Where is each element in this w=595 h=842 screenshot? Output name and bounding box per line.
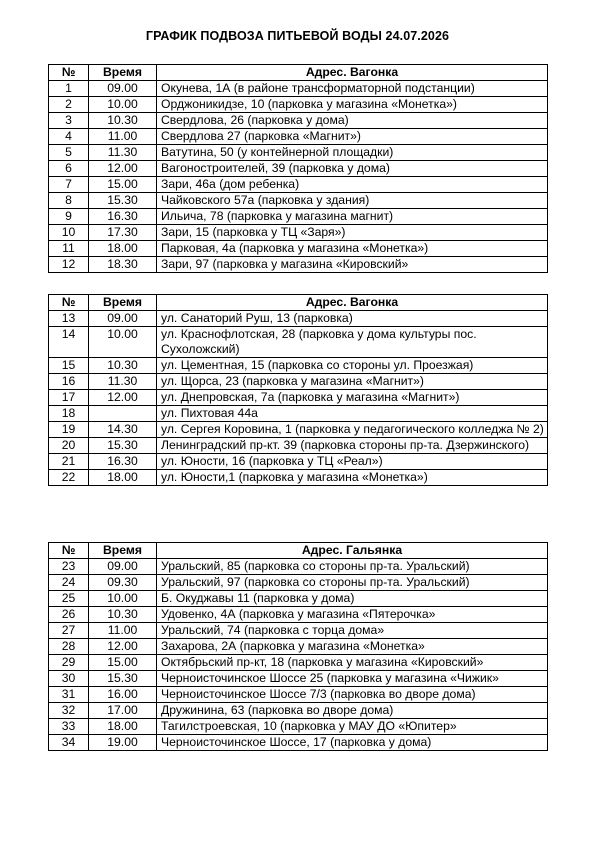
delivery-time: 10.30 — [89, 607, 157, 623]
delivery-address: Вагоностроителей, 39 (парковка у дома) — [157, 161, 548, 177]
table-row — [49, 735, 548, 751]
table-row — [49, 559, 548, 575]
delivery-address: Уральский, 97 (парковка со стороны пр-та. Уральский) — [157, 575, 548, 591]
header-address: Адрес. Гальянка — [157, 543, 548, 559]
header-number: № — [49, 65, 89, 81]
table-header-row — [49, 543, 548, 559]
delivery-time: 16.30 — [89, 209, 157, 225]
table-row — [49, 438, 548, 454]
delivery-time: 17.30 — [89, 225, 157, 241]
delivery-address: Удовенко, 4А (парковка у магазина «Пятерочка» — [157, 607, 548, 623]
delivery-time: 18.00 — [89, 241, 157, 257]
table-row — [49, 687, 548, 703]
delivery-time — [89, 406, 157, 422]
row-number: 2 — [49, 97, 89, 113]
delivery-address: ул. Сергея Коровина, 1 (парковка у педагогического колледжа № 2) — [157, 422, 548, 438]
table-row — [49, 161, 548, 177]
table-row — [49, 311, 548, 327]
table-row — [49, 81, 548, 97]
delivery-address: Ленинградский пр-кт. 39 (парковка стороны пр-та. Дзержинского) — [157, 438, 548, 454]
row-number: 25 — [49, 591, 89, 607]
table-row — [49, 327, 548, 358]
schedule-table-vagonka-2 — [48, 294, 548, 486]
row-number: 3 — [49, 113, 89, 129]
row-number: 30 — [49, 671, 89, 687]
delivery-time: 17.00 — [89, 703, 157, 719]
table-row — [49, 454, 548, 470]
delivery-address: Парковая, 4а (парковка у магазина «Монетка») — [157, 241, 548, 257]
row-number: 20 — [49, 438, 89, 454]
delivery-time: 09.00 — [89, 311, 157, 327]
row-number: 13 — [49, 311, 89, 327]
schedule-table-vagonka-1 — [48, 64, 548, 273]
delivery-time: 10.00 — [89, 591, 157, 607]
row-number: 29 — [49, 655, 89, 671]
delivery-address: Дружинина, 63 (парковка во дворе дома) — [157, 703, 548, 719]
delivery-time: 12.00 — [89, 390, 157, 406]
delivery-time: 12.00 — [89, 161, 157, 177]
table-row — [49, 209, 548, 225]
table-row — [49, 470, 548, 486]
table-header-row — [49, 295, 548, 311]
table-row — [49, 591, 548, 607]
delivery-address: ул. Краснофлотская, 28 (парковка у дома культуры пос. Сухоложский) — [157, 327, 548, 358]
row-number: 19 — [49, 422, 89, 438]
delivery-time: 12.00 — [89, 639, 157, 655]
delivery-address: Черноисточинское Шоссе, 17 (парковка у дома) — [157, 735, 548, 751]
delivery-time: 09.00 — [89, 81, 157, 97]
header-address: Адрес. Вагонка — [157, 295, 548, 311]
row-number: 22 — [49, 470, 89, 486]
delivery-time: 15.30 — [89, 193, 157, 209]
delivery-time: 10.30 — [89, 113, 157, 129]
delivery-address: Уральский, 85 (парковка со стороны пр-та. Уральский) — [157, 559, 548, 575]
delivery-time: 18.00 — [89, 470, 157, 486]
delivery-address: Зари, 46а (дом ребенка) — [157, 177, 548, 193]
delivery-address: Орджоникидзе, 10 (парковка у магазина «Монетка») — [157, 97, 548, 113]
table-row — [49, 97, 548, 113]
table-row — [49, 177, 548, 193]
row-number: 26 — [49, 607, 89, 623]
table-row — [49, 719, 548, 735]
delivery-time: 18.00 — [89, 719, 157, 735]
delivery-time: 11.30 — [89, 374, 157, 390]
row-number: 33 — [49, 719, 89, 735]
row-number: 32 — [49, 703, 89, 719]
table-row — [49, 374, 548, 390]
delivery-address: Тагилстроевская, 10 (парковка у МАУ ДО «Юпитер» — [157, 719, 548, 735]
delivery-time: 10.00 — [89, 327, 157, 358]
table-row — [49, 193, 548, 209]
row-number: 21 — [49, 454, 89, 470]
delivery-address: Зари, 15 (парковка у ТЦ «Заря») — [157, 225, 548, 241]
delivery-time: 16.30 — [89, 454, 157, 470]
row-number: 12 — [49, 257, 89, 273]
delivery-address: Ватутина, 50 (у контейнерной площадки) — [157, 145, 548, 161]
delivery-address: Захарова, 2А (парковка у магазина «Монетка» — [157, 639, 548, 655]
row-number: 10 — [49, 225, 89, 241]
table-header-row — [49, 65, 548, 81]
delivery-time: 15.00 — [89, 177, 157, 193]
table-row — [49, 623, 548, 639]
table-row — [49, 639, 548, 655]
header-time: Время — [89, 295, 157, 311]
page-title: ГРАФИК ПОДВОЗА ПИТЬЕВОЙ ВОДЫ 24.07.2026 — [145, 29, 450, 43]
delivery-time: 16.00 — [89, 687, 157, 703]
table-row — [49, 671, 548, 687]
delivery-time: 19.00 — [89, 735, 157, 751]
delivery-address: ул. Щорса, 23 (парковка у магазина «Магнит») — [157, 374, 548, 390]
delivery-address: Черноисточинское Шоссе 7/3 (парковка во дворе дома) — [157, 687, 548, 703]
row-number: 6 — [49, 161, 89, 177]
table-row — [49, 257, 548, 273]
table-row — [49, 575, 548, 591]
table-row — [49, 422, 548, 438]
delivery-time: 10.00 — [89, 97, 157, 113]
table-row — [49, 241, 548, 257]
delivery-address: Свердлова, 26 (парковка у дома) — [157, 113, 548, 129]
table-row — [49, 703, 548, 719]
delivery-time: 14.30 — [89, 422, 157, 438]
delivery-address: ул. Пихтовая 44а — [157, 406, 548, 422]
row-number: 18 — [49, 406, 89, 422]
table-row — [49, 358, 548, 374]
delivery-time: 15.30 — [89, 671, 157, 687]
row-number: 7 — [49, 177, 89, 193]
delivery-address: ул. Юности,1 (парковка у магазина «Монетка») — [157, 470, 548, 486]
row-number: 16 — [49, 374, 89, 390]
table-row — [49, 129, 548, 145]
delivery-time: 15.00 — [89, 655, 157, 671]
schedule-table-galyanka — [48, 542, 548, 751]
delivery-time: 18.30 — [89, 257, 157, 273]
row-number: 23 — [49, 559, 89, 575]
delivery-time: 11.00 — [89, 129, 157, 145]
delivery-address: ул. Цементная, 15 (парковка со стороны ул. Проезжая) — [157, 358, 548, 374]
row-number: 5 — [49, 145, 89, 161]
row-number: 24 — [49, 575, 89, 591]
delivery-address: ул. Санаторий Руш, 13 (парковка) — [157, 311, 548, 327]
row-number: 28 — [49, 639, 89, 655]
delivery-address: Ильича, 78 (парковка у магазина магнит) — [157, 209, 548, 225]
row-number: 9 — [49, 209, 89, 225]
table-row — [49, 406, 548, 422]
header-address: Адрес. Вагонка — [157, 65, 548, 81]
header-time: Время — [89, 65, 157, 81]
delivery-time: 11.30 — [89, 145, 157, 161]
row-number: 31 — [49, 687, 89, 703]
delivery-address: Чайковского 57а (парковка у здания) — [157, 193, 548, 209]
delivery-address: Уральский, 74 (парковка с торца дома» — [157, 623, 548, 639]
row-number: 27 — [49, 623, 89, 639]
delivery-address: Свердлова 27 (парковка «Магнит») — [157, 129, 548, 145]
row-number: 34 — [49, 735, 89, 751]
delivery-time: 15.30 — [89, 438, 157, 454]
delivery-address: Окунева, 1А (в районе трансформаторной подстанции) — [157, 81, 548, 97]
delivery-time: 09.00 — [89, 559, 157, 575]
delivery-address: Октябрьский пр-кт, 18 (парковка у магазина «Кировский» — [157, 655, 548, 671]
table-row — [49, 655, 548, 671]
header-time: Время — [89, 543, 157, 559]
header-number: № — [49, 295, 89, 311]
table-row — [49, 225, 548, 241]
delivery-time: 09.30 — [89, 575, 157, 591]
delivery-address: ул. Днепровская, 7а (парковка у магазина «Магнит») — [157, 390, 548, 406]
row-number: 1 — [49, 81, 89, 97]
row-number: 14 — [49, 327, 89, 358]
delivery-address: Зари, 97 (парковка у магазина «Кировский» — [157, 257, 548, 273]
delivery-address: Б. Окуджавы 11 (парковка у дома) — [157, 591, 548, 607]
delivery-address: ул. Юности, 16 (парковка у ТЦ «Реал») — [157, 454, 548, 470]
table-row — [49, 113, 548, 129]
delivery-address: Черноисточинское Шоссе 25 (парковка у магазина «Чижик» — [157, 671, 548, 687]
table-row — [49, 390, 548, 406]
row-number: 11 — [49, 241, 89, 257]
delivery-time: 10.30 — [89, 358, 157, 374]
table-row — [49, 145, 548, 161]
delivery-time: 11.00 — [89, 623, 157, 639]
row-number: 15 — [49, 358, 89, 374]
row-number: 4 — [49, 129, 89, 145]
row-number: 17 — [49, 390, 89, 406]
row-number: 8 — [49, 193, 89, 209]
table-row — [49, 607, 548, 623]
header-number: № — [49, 543, 89, 559]
